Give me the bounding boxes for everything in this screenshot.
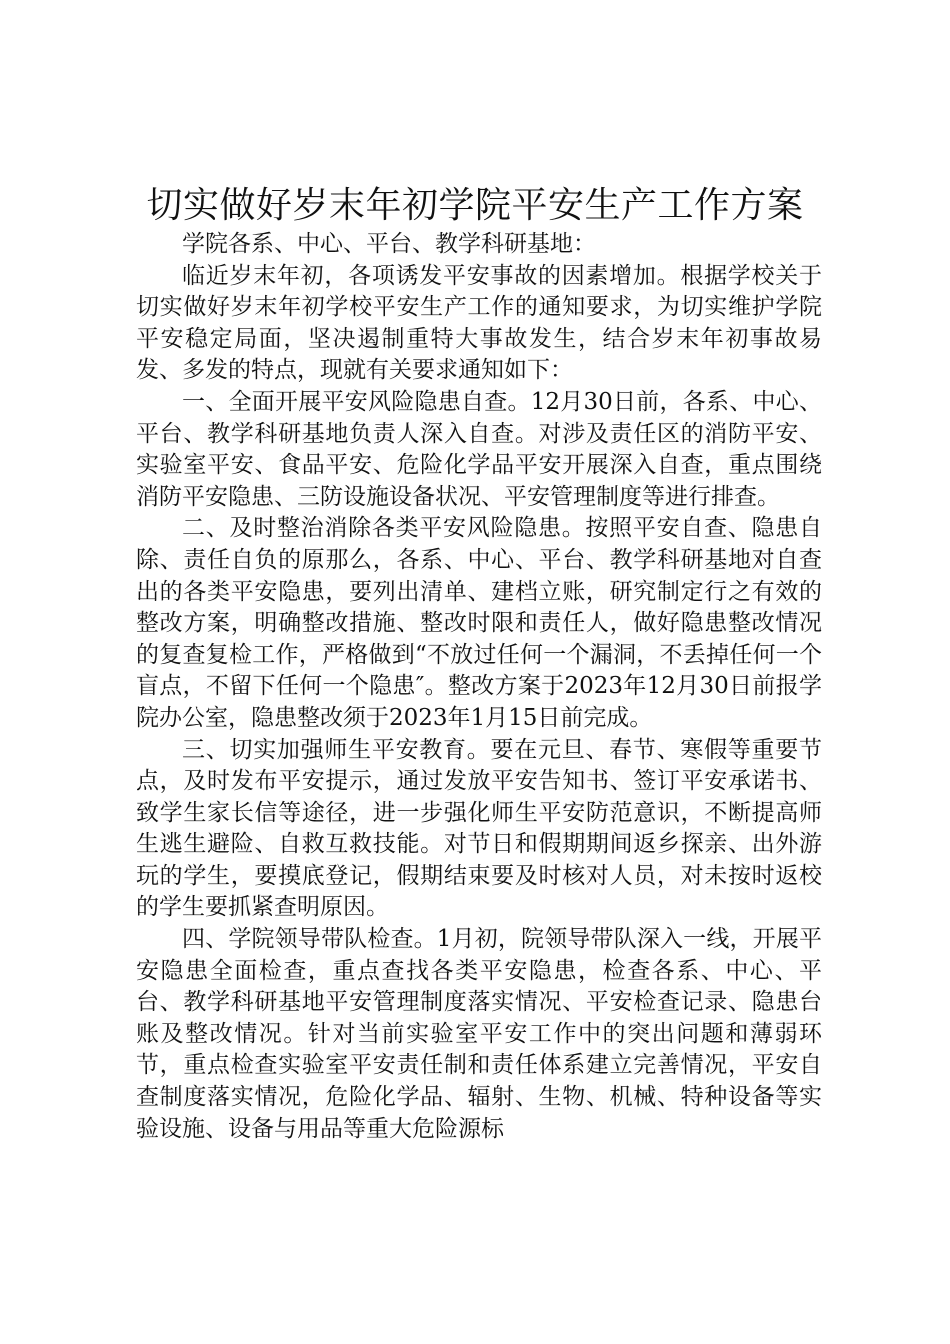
document-body — [136, 229, 822, 1145]
paragraph-intro: 临近岁末年初，各项诱发平安事故的因素增加。根据学校关于切实做好岁末年初学校平安生产工作的通知要求，为切实维护学院平安稳定局面，坚决遏制重特大事故发生，结合岁末年初事故易发、多发的特点，现就有关要求通知如下： — [136, 262, 822, 384]
paragraph-section-3: 三、切实加强师生平安教育。要在元旦、春节、寒假等重要节点，及时发布平安提示，通过发放平安告知书、签订平安承诺书、致学生家长信等途径，进一步强化师生平安防范意识，不断提高师生逃生避险、自救互救技能。对节日和假期期间返乡探亲、出外游玩的学生，要摸底登记，假期结束要及时核对人员，对未按时返校的学生要抓紧查明原因。 — [136, 736, 822, 921]
salutation: 学院各系、中心、平台、教学科研基地： — [182, 231, 596, 257]
document-title: 切实做好岁末年初学院平安生产工作方案 — [146, 185, 804, 226]
paragraph-section-1: 一、全面开展平安风险隐患自查。12月30日前，各系、中心、平台、教学科研基地负责人深入自查。对涉及责任区的消防平安、实验室平安、食品平安、危险化学品平安开展深入自查，重点围绕消防平安隐患、三防设施设备状况、平安管理制度等进行排查。 — [136, 388, 822, 510]
paragraph-section-4: 四、学院领导带队检查。1月初，院领导带队深入一线，开展平安隐患全面检查，重点查找各类平安隐患，检查各系、中心、平台、教学科研基地平安管理制度落实情况、平安检查记录、隐患台账及整改情况。针对当前实验室平安工作中的突出问题和薄弱环节，重点检查实验室平安责任制和责任体系建立完善情况，平安自查制度落实情况，危险化学品、辐射、生物、机械、特种设备等实验设施、设备与用品等重大危险源标 — [136, 926, 822, 1142]
paragraph-section-2: 二、及时整治消除各类平安风险隐患。按照平安自查、隐患自除、责任自负的原那么，各系、中心、平台、教学科研基地对自查出的各类平安隐患，要列出清单、建档立账，研究制定行之有效的整改方案，明确整改措施、整改时限和责任人，做好隐患整改情况的复查复检工作，严格做到“不放过任何一个漏洞，不丢掉任何一个盲点，不留下任何一个隐患″。整改方案于2023年12月30日前报学院办公室，隐患整改须于2023年1月15日前完成。 — [136, 515, 822, 731]
